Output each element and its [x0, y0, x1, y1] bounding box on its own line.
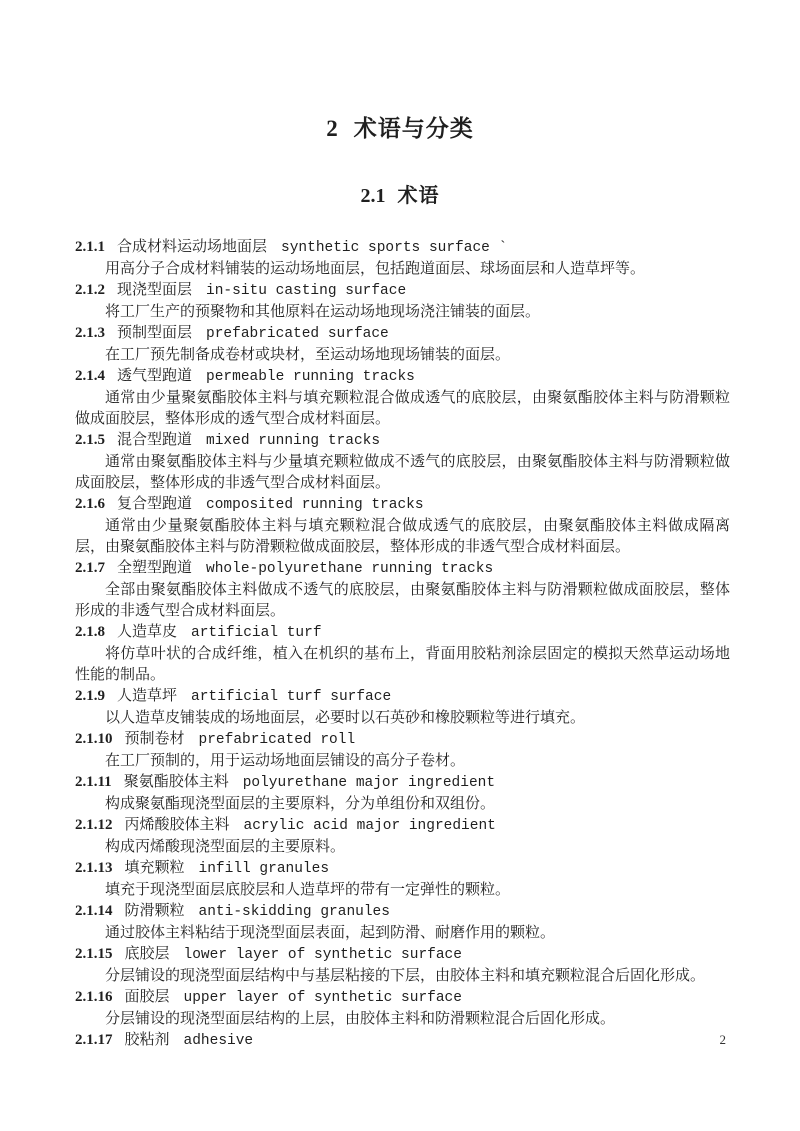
term-heading — [75, 430, 730, 452]
term-name-en: infill granules — [198, 861, 330, 878]
term-number: 2.1.15 — [75, 946, 113, 963]
term-entry — [75, 987, 730, 1030]
term-definition: 分层铺设的现浇型面层结构中与基层粘接的下层，由胶体主料和填充颗粒混合后固化形成。 — [105, 968, 706, 985]
term-name-en: artificial turf surface — [191, 689, 392, 706]
term-name-zh: 预制型面层 — [117, 325, 193, 342]
term-entry — [75, 280, 730, 323]
term-entry — [75, 1030, 730, 1052]
term-heading — [75, 901, 730, 923]
term-definition: 通过胶体主料粘结于现浇型面层表面，起到防滑、耐磨作用的颗粒。 — [105, 925, 556, 942]
term-name-zh: 防滑颗粒 — [124, 903, 185, 920]
term-entry — [75, 815, 730, 858]
term-name-en: acrylic acid major ingredient — [243, 818, 496, 835]
term-name-en: artificial turf — [191, 625, 322, 642]
term-name-en: upper layer of synthetic surface — [183, 990, 462, 1007]
section-title-text: 术语 — [397, 185, 440, 208]
term-entry — [75, 901, 730, 944]
term-definition: 在工厂预制的，用于运动场地面层铺设的高分子卷材。 — [105, 753, 466, 770]
term-definition: 分层铺设的现浇型面层结构的上层，由胶体主料和防滑颗粒混合后固化形成。 — [105, 1011, 616, 1028]
term-number: 2.1.14 — [75, 903, 113, 920]
term-definition: 全部由聚氨酯胶体主料做成不透气的底胶层，由聚氨酯胶体主料与防滑颗粒做成面胶层，整体形成的非透气型合成材料面层。 — [75, 582, 730, 620]
chapter-number: 2 — [326, 116, 338, 141]
term-number: 2.1.13 — [75, 860, 113, 877]
term-entry — [75, 944, 730, 987]
term-heading — [75, 558, 730, 580]
term-number: 2.1.10 — [75, 731, 113, 748]
term-entry — [75, 366, 730, 430]
term-name-zh: 合成材料运动场地面层 — [117, 239, 268, 256]
term-definition: 通常由少量聚氨酯胶体主料与填充颗粒混合做成透气的底胶层，由聚氨酯胶体主料与防滑颗粒做成面胶层，整体形成的透气型合成材料面层。 — [75, 390, 730, 428]
term-definition: 通常由少量聚氨酯胶体主料与填充颗粒混合做成透气的底胶层，由聚氨酯胶体主料做成隔离层，由聚氨酯胶体主料与防滑颗粒做成面胶层，整体形成的非透气型合成材料面层。 — [75, 518, 730, 556]
term-name-zh: 填充颗粒 — [124, 860, 185, 877]
term-definition: 填充于现浇型面层底胶层和人造草坪的带有一定弹性的颗粒。 — [105, 882, 511, 899]
term-entry — [75, 323, 730, 366]
term-number: 2.1.17 — [75, 1032, 113, 1049]
term-name-zh: 透气型跑道 — [117, 368, 193, 385]
page-number: 2 — [719, 1032, 726, 1047]
term-entry — [75, 430, 730, 494]
term-number: 2.1.9 — [75, 688, 105, 705]
term-name-zh: 预制卷材 — [124, 731, 185, 748]
term-definition: 构成聚氨酯现浇型面层的主要原料，分为单组份和双组份。 — [105, 796, 496, 813]
term-definition: 通常由聚氨酯胶体主料与少量填充颗粒做成不透气的底胶层，由聚氨酯胶体主料与防滑颗粒做成面胶层，整体形成的非透气型合成材料面层。 — [75, 454, 730, 492]
term-name-en: composited running tracks — [206, 497, 424, 514]
term-number: 2.1.5 — [75, 432, 105, 449]
term-name-zh: 人造草坪 — [117, 688, 178, 705]
term-heading — [75, 987, 730, 1009]
term-name-zh: 面胶层 — [124, 989, 170, 1006]
term-heading — [75, 729, 730, 751]
term-name-en: synthetic sports surface ` — [281, 240, 508, 257]
term-entry — [75, 729, 730, 772]
term-number: 2.1.1 — [75, 239, 105, 256]
term-entry — [75, 772, 730, 815]
term-name-zh: 底胶层 — [124, 946, 170, 963]
term-entry — [75, 558, 730, 622]
term-name-zh: 复合型跑道 — [117, 496, 193, 513]
term-number: 2.1.16 — [75, 989, 113, 1006]
term-number: 2.1.12 — [75, 817, 113, 834]
term-number: 2.1.2 — [75, 282, 105, 299]
term-name-zh: 丙烯酸胶体主料 — [124, 817, 230, 834]
term-definition: 构成丙烯酸现浇型面层的主要原料。 — [105, 839, 346, 856]
term-name-zh: 胶粘剂 — [124, 1032, 170, 1049]
term-heading — [75, 858, 730, 880]
terms-list — [75, 237, 730, 1052]
term-name-en: polyurethane major ingredient — [242, 775, 496, 792]
term-entry — [75, 237, 730, 280]
term-name-zh: 全塑型跑道 — [117, 560, 193, 577]
section-heading — [0, 185, 800, 207]
term-heading — [75, 494, 730, 516]
term-name-en: whole-polyurethane running tracks — [206, 561, 494, 578]
term-name-zh: 聚氨酯胶体主料 — [123, 774, 229, 791]
term-number: 2.1.7 — [75, 560, 105, 577]
page-title — [0, 0, 800, 141]
term-name-en: anti-skidding granules — [198, 904, 390, 921]
term-entry — [75, 686, 730, 729]
term-name-en: permeable running tracks — [206, 369, 415, 386]
term-name-en: mixed running tracks — [206, 433, 381, 450]
term-entry — [75, 494, 730, 558]
term-name-en: in-situ casting surface — [206, 283, 407, 300]
term-heading — [75, 815, 730, 837]
term-heading — [75, 772, 730, 794]
term-number: 2.1.8 — [75, 624, 105, 641]
term-heading — [75, 622, 730, 644]
term-name-en: prefabricated surface — [206, 326, 389, 343]
term-name-zh: 人造草皮 — [117, 624, 178, 641]
term-number: 2.1.6 — [75, 496, 105, 513]
term-name-zh: 现浇型面层 — [117, 282, 193, 299]
term-name-en: lower layer of synthetic surface — [183, 947, 462, 964]
chapter-title-text: 术语与分类 — [353, 116, 474, 141]
term-name-en: prefabricated roll — [198, 732, 356, 749]
term-definition: 将工厂生产的预聚物和其他原料在运动场地现场浇注铺装的面层。 — [105, 304, 541, 321]
term-definition: 在工厂预先制备成卷材或块材，至运动场地现场铺装的面层。 — [105, 347, 511, 364]
term-heading — [75, 366, 730, 388]
term-number: 2.1.11 — [75, 774, 112, 791]
term-number: 2.1.4 — [75, 368, 105, 385]
term-heading — [75, 237, 730, 259]
term-heading — [75, 944, 730, 966]
term-heading — [75, 280, 730, 302]
term-entry — [75, 622, 730, 686]
section-number: 2.1 — [360, 185, 386, 208]
term-heading — [75, 1030, 730, 1052]
term-number: 2.1.3 — [75, 325, 105, 342]
term-definition: 用高分子合成材料铺装的运动场地面层，包括跑道面层、球场面层和人造草坪等。 — [105, 261, 646, 278]
term-name-en: adhesive — [183, 1033, 254, 1050]
term-heading — [75, 323, 730, 345]
term-definition: 将仿草叶状的合成纤维，植入在机织的基布上，背面用胶粘剂涂层固定的模拟天然草运动场地性能的制品。 — [75, 646, 730, 684]
term-name-zh: 混合型跑道 — [117, 432, 193, 449]
term-definition: 以人造草皮铺装成的场地面层，必要时以石英砂和橡胶颗粒等进行填充。 — [105, 710, 586, 727]
term-heading — [75, 686, 730, 708]
term-entry — [75, 858, 730, 901]
